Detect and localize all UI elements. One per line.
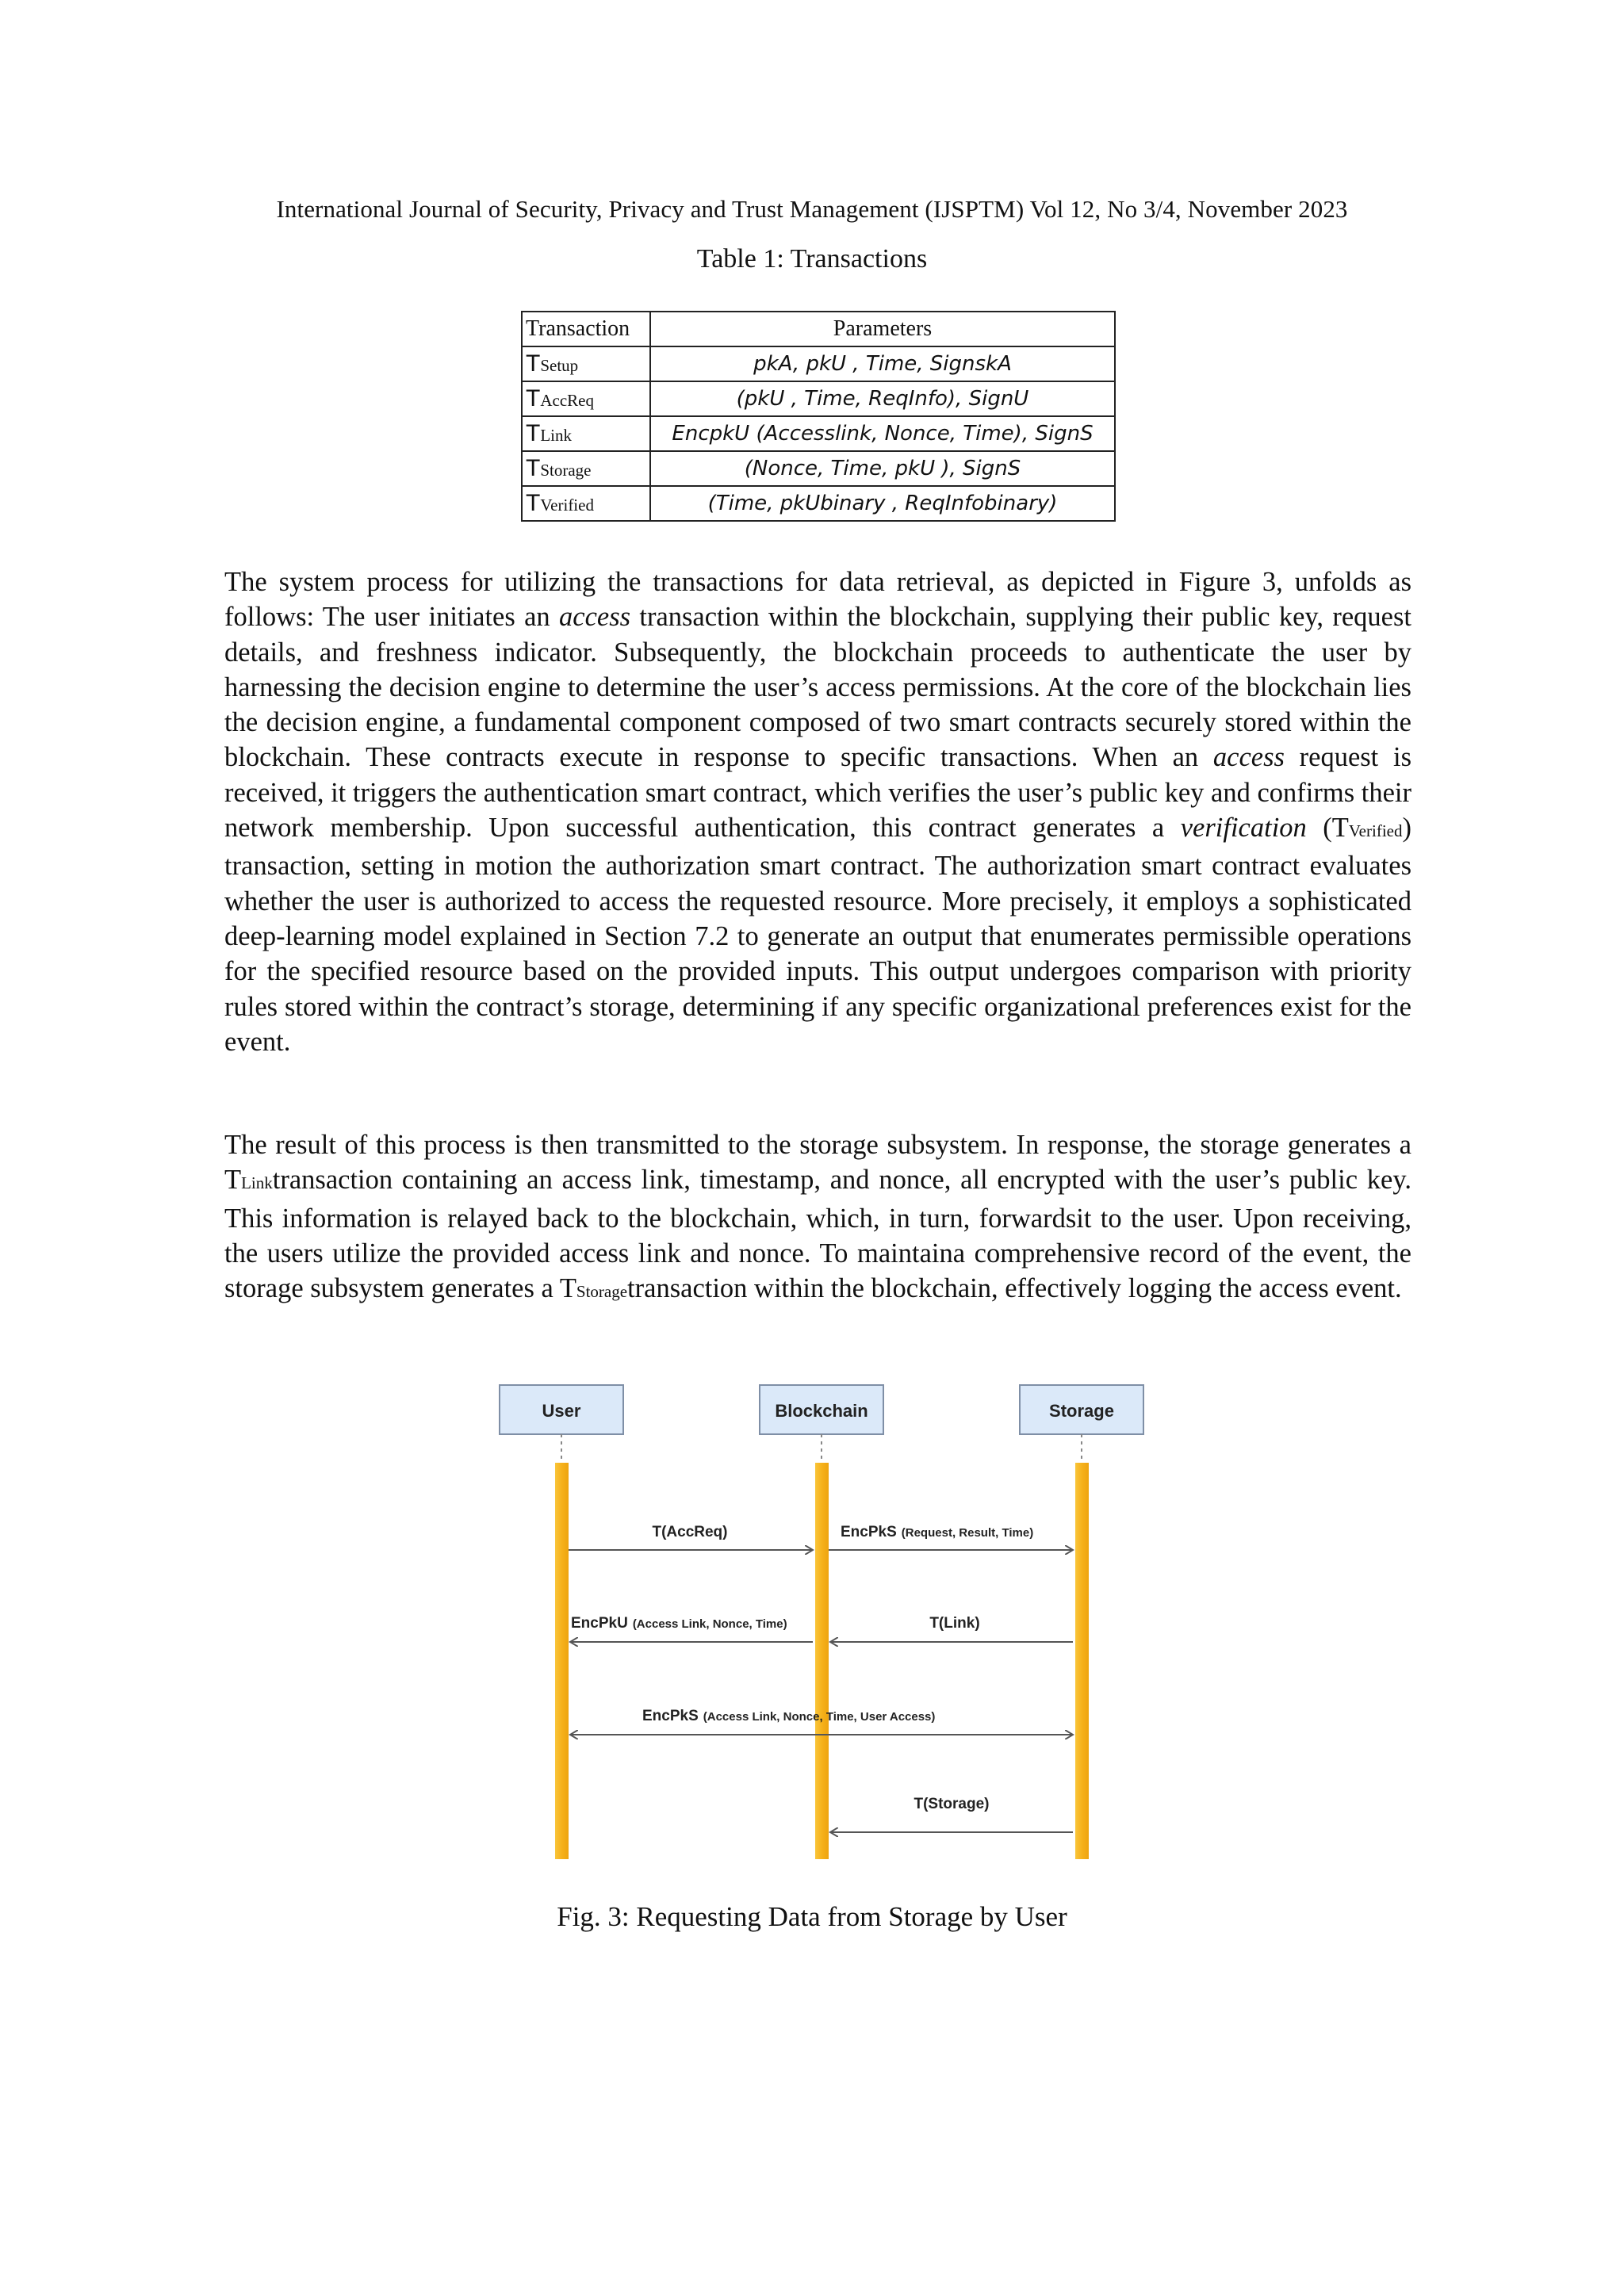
- transaction-subscript: Setup: [540, 356, 579, 375]
- message-encpku: [570, 1615, 813, 1642]
- lifeline-blockchain: [815, 1463, 829, 1859]
- message-label: EncPkS: [841, 1524, 897, 1540]
- transaction-name-cell: [522, 346, 650, 381]
- transaction-letter: T: [526, 420, 541, 446]
- text-run: The result of this process is then transmitted to the storage subsystem. In response, the storage generates a T: [224, 1130, 1411, 1196]
- transactions-table: [521, 311, 1116, 522]
- message-tstorage: [830, 1796, 1073, 1832]
- table-row: [522, 381, 1115, 416]
- column-header-parameters: Parameters: [650, 312, 1115, 346]
- emphasis-run: verification: [1180, 813, 1307, 844]
- table-row: [522, 451, 1115, 486]
- table-row: [522, 416, 1115, 451]
- subscript-run: Verified: [1348, 821, 1403, 841]
- message-detail: (Request, Result, Time): [901, 1526, 1034, 1540]
- message-label: EncPkU: [571, 1615, 628, 1632]
- message-label: T(Link): [929, 1615, 980, 1632]
- column-header-transaction: Transaction: [522, 312, 650, 346]
- transaction-params-cell: pkA, pkU , Time, SignskA: [650, 346, 1115, 381]
- body-paragraph-1: [224, 564, 1411, 1059]
- lifeline-storage: [1075, 1463, 1089, 1859]
- journal-header: International Journal of Security, Privacy and Trust Management (IJSPTM) Vol 12, No 3/4, November 2023: [276, 195, 1348, 223]
- text-run: ) transaction, setting in motion the authorization smart contract. The authorization smart contract evaluates whether the user is authorized to access the requested resource. More precisely, it employs a sophisticated deep-learning model explained in Section 7.2 to generate an output that enumerates permissible operations for the specified resource based on the provided inputs. This output undergoes comparison with priority rules stored within the contract’s storage, determining if any specific organizational preferences exist for the event.: [224, 813, 1411, 1057]
- text-run: (T: [1306, 813, 1349, 844]
- figure-caption: Fig. 3: Requesting Data from Storage by User: [557, 1901, 1067, 1932]
- message-tlink: [830, 1615, 1073, 1642]
- message-label: T(Storage): [914, 1796, 990, 1812]
- transaction-letter: T: [526, 455, 541, 481]
- transaction-subscript: Link: [540, 426, 572, 445]
- lifeline-user: [555, 1463, 569, 1859]
- table-header-row: [522, 312, 1115, 346]
- transaction-name-cell: [522, 451, 650, 486]
- message-encpks-request: [829, 1524, 1073, 1550]
- table-row: [522, 486, 1115, 521]
- transaction-params-cell: EncpkU (Accesslink, Nonce, Time), SignS: [650, 416, 1115, 451]
- actor-user: [500, 1385, 623, 1434]
- text-run: The system process for utilizing the transactions for data retrieval, as depicted in Figure 3, unfolds as follows: The user initiates an: [224, 567, 1411, 633]
- actor-blockchain: [760, 1385, 883, 1434]
- transaction-subscript: Verified: [540, 496, 594, 515]
- subscript-run: Storage: [576, 1282, 628, 1302]
- actor-label: Blockchain: [775, 1401, 868, 1421]
- text-run: transaction within the blockchain, effectively logging the access event.: [627, 1273, 1402, 1304]
- transaction-name-cell: [522, 416, 650, 451]
- table-caption: Table 1: Transactions: [696, 244, 928, 274]
- sequence-diagram: [492, 1383, 1150, 1875]
- actor-label: Storage: [1049, 1401, 1114, 1421]
- message-label: T(AccReq): [652, 1524, 728, 1540]
- message-text: [642, 1708, 935, 1724]
- transaction-name-cell: [522, 486, 650, 521]
- transaction-subscript: AccReq: [540, 391, 594, 410]
- subscript-run: Link: [241, 1173, 273, 1193]
- body-paragraph-2: [224, 1127, 1411, 1309]
- transaction-params-cell: (Time, pkUbinary , ReqInfobinary): [650, 486, 1115, 521]
- message-text: [841, 1524, 1033, 1540]
- actor-storage: [1020, 1385, 1143, 1434]
- text-run: request is received, it triggers the authentication smart contract, which verifies the user’s public key and confirms their network membership. Upon successful authentication, this contract generates a: [224, 742, 1411, 844]
- table-row: [522, 346, 1115, 381]
- message-detail: (Access Link, Nonce, Time): [632, 1617, 787, 1631]
- text-run: transaction containing an access link, timestamp, and nonce, all encrypted with the user’s public key. This information is relayed back to the blockchain, which, in turn, forwardsit to the user. Upon receiving, the users utilize the provided access link and nonce. To maintaina comprehensive record of the event, the storage subsystem generates a T: [224, 1165, 1411, 1304]
- emphasis-run: access: [559, 602, 631, 633]
- transaction-params-cell: (pkU , Time, ReqInfo), SignU: [650, 381, 1115, 416]
- actor-label: User: [542, 1401, 581, 1421]
- transaction-letter: T: [526, 490, 541, 516]
- transaction-letter: T: [526, 385, 541, 411]
- message-label: EncPkS: [642, 1708, 699, 1724]
- emphasis-run: access: [1212, 742, 1285, 773]
- text-run: transaction within the blockchain, supplying their public key, request details, and freshness indicator. Subsequently, the blockchain proceeds to authenticate the user by harnessing the decision engine to determine the user’s access permissions. At the core of the blockchain lies the decision engine, a fundamental component composed of two smart contracts securely stored within the blockchain. These contracts execute in response to specific transactions. When an: [224, 602, 1411, 773]
- transaction-letter: T: [526, 350, 541, 377]
- transaction-params-cell: (Nonce, Time, pkU ), SignS: [650, 451, 1115, 486]
- transaction-subscript: Storage: [540, 461, 592, 480]
- message-detail: (Access Link, Nonce, Time, User Access): [703, 1710, 936, 1724]
- transaction-name-cell: [522, 381, 650, 416]
- message-accreq: [569, 1524, 813, 1550]
- message-text: [571, 1615, 787, 1632]
